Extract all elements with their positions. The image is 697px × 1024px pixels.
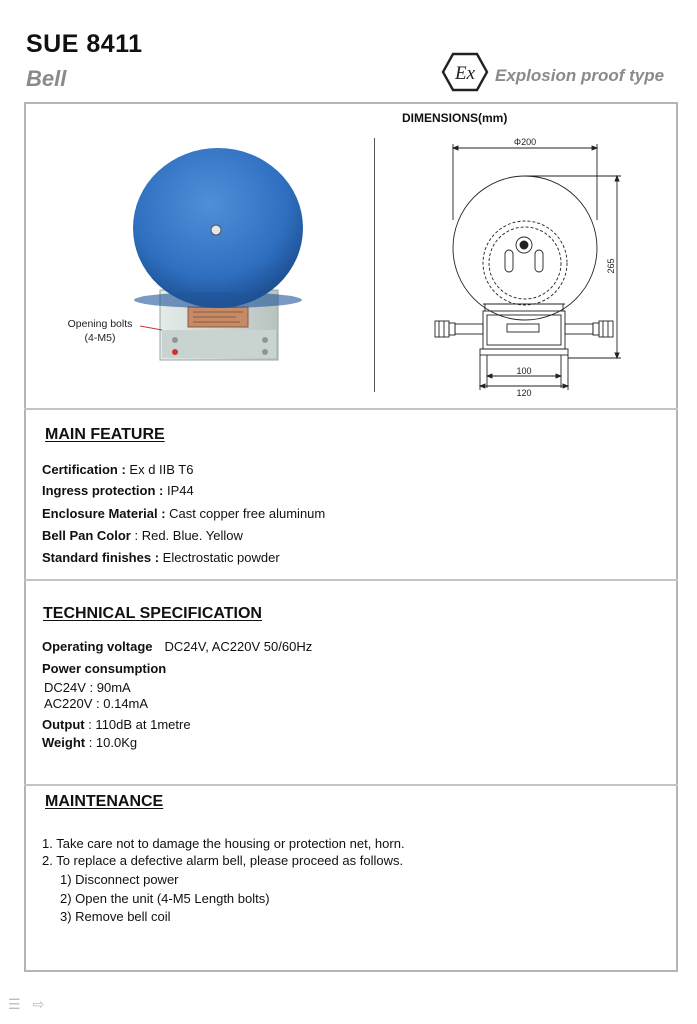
spec-power-dc: DC24V : 90mA	[44, 680, 131, 695]
feature-ingress: Ingress protection : IP44	[42, 483, 194, 498]
feature-finishes: Standard finishes : Electrostatic powder	[42, 550, 280, 565]
technical-heading: TECHNICAL SPECIFICATION	[43, 605, 262, 622]
maintenance-line-1: 1. Take care not to damage the housing or protection net, horn.	[42, 836, 405, 851]
section-divider	[24, 408, 678, 410]
dimension-drawing	[425, 128, 635, 398]
dimensions-title: DIMENSIONS(mm)	[402, 111, 508, 125]
opening-bolts-size: (4-M5)	[84, 332, 116, 344]
base-inner-label: 100	[516, 366, 532, 376]
ex-hexagon-icon	[441, 52, 489, 92]
main-feature-heading: MAIN FEATURE	[45, 426, 165, 443]
height-label: 265	[606, 258, 616, 274]
base-outer-label: 120	[516, 388, 532, 398]
maintenance-line-2: 2. To replace a defective alarm bell, please proceed as follows.	[42, 853, 404, 868]
list-icon[interactable]: ☰	[8, 996, 21, 1012]
feature-enclosure: Enclosure Material : Cast copper free aluminum	[42, 506, 326, 521]
explosion-proof-label: Explosion proof type	[495, 66, 665, 85]
product-subtitle: Bell	[26, 66, 67, 91]
feature-pan-color: Bell Pan Color : Red. Blue. Yellow	[42, 528, 243, 543]
footer-toolbar	[8, 996, 56, 1014]
spec-voltage: Operating voltage DC24V, AC220V 50/60Hz	[42, 639, 313, 654]
diameter-label: Φ200	[513, 137, 537, 147]
maintenance-step-3: 3) Remove bell coil	[60, 909, 171, 924]
spec-power-ac: AC220V : 0.14mA	[44, 696, 149, 711]
ex-mark: Ex	[454, 63, 476, 84]
spec-power-label: Power consumption	[42, 661, 167, 676]
arrow-right-icon[interactable]: ⇨	[32, 996, 45, 1012]
maintenance-heading: MAINTENANCE	[45, 793, 164, 810]
spec-output: Output : 110dB at 1metre	[42, 717, 191, 732]
section-divider	[24, 784, 678, 786]
panel-separator	[374, 138, 375, 392]
opening-bolts-callout: Opening bolts	[67, 318, 133, 330]
spec-weight: Weight : 10.0Kg	[42, 735, 138, 750]
bell-photo	[60, 140, 360, 380]
section-divider	[24, 579, 678, 581]
feature-certification: Certification : Ex d IIB T6	[42, 462, 194, 477]
product-title: SUE 8411	[26, 30, 143, 58]
maintenance-step-1: 1) Disconnect power	[60, 872, 179, 887]
maintenance-step-2: 2) Open the unit (4-M5 Length bolts)	[60, 891, 270, 906]
